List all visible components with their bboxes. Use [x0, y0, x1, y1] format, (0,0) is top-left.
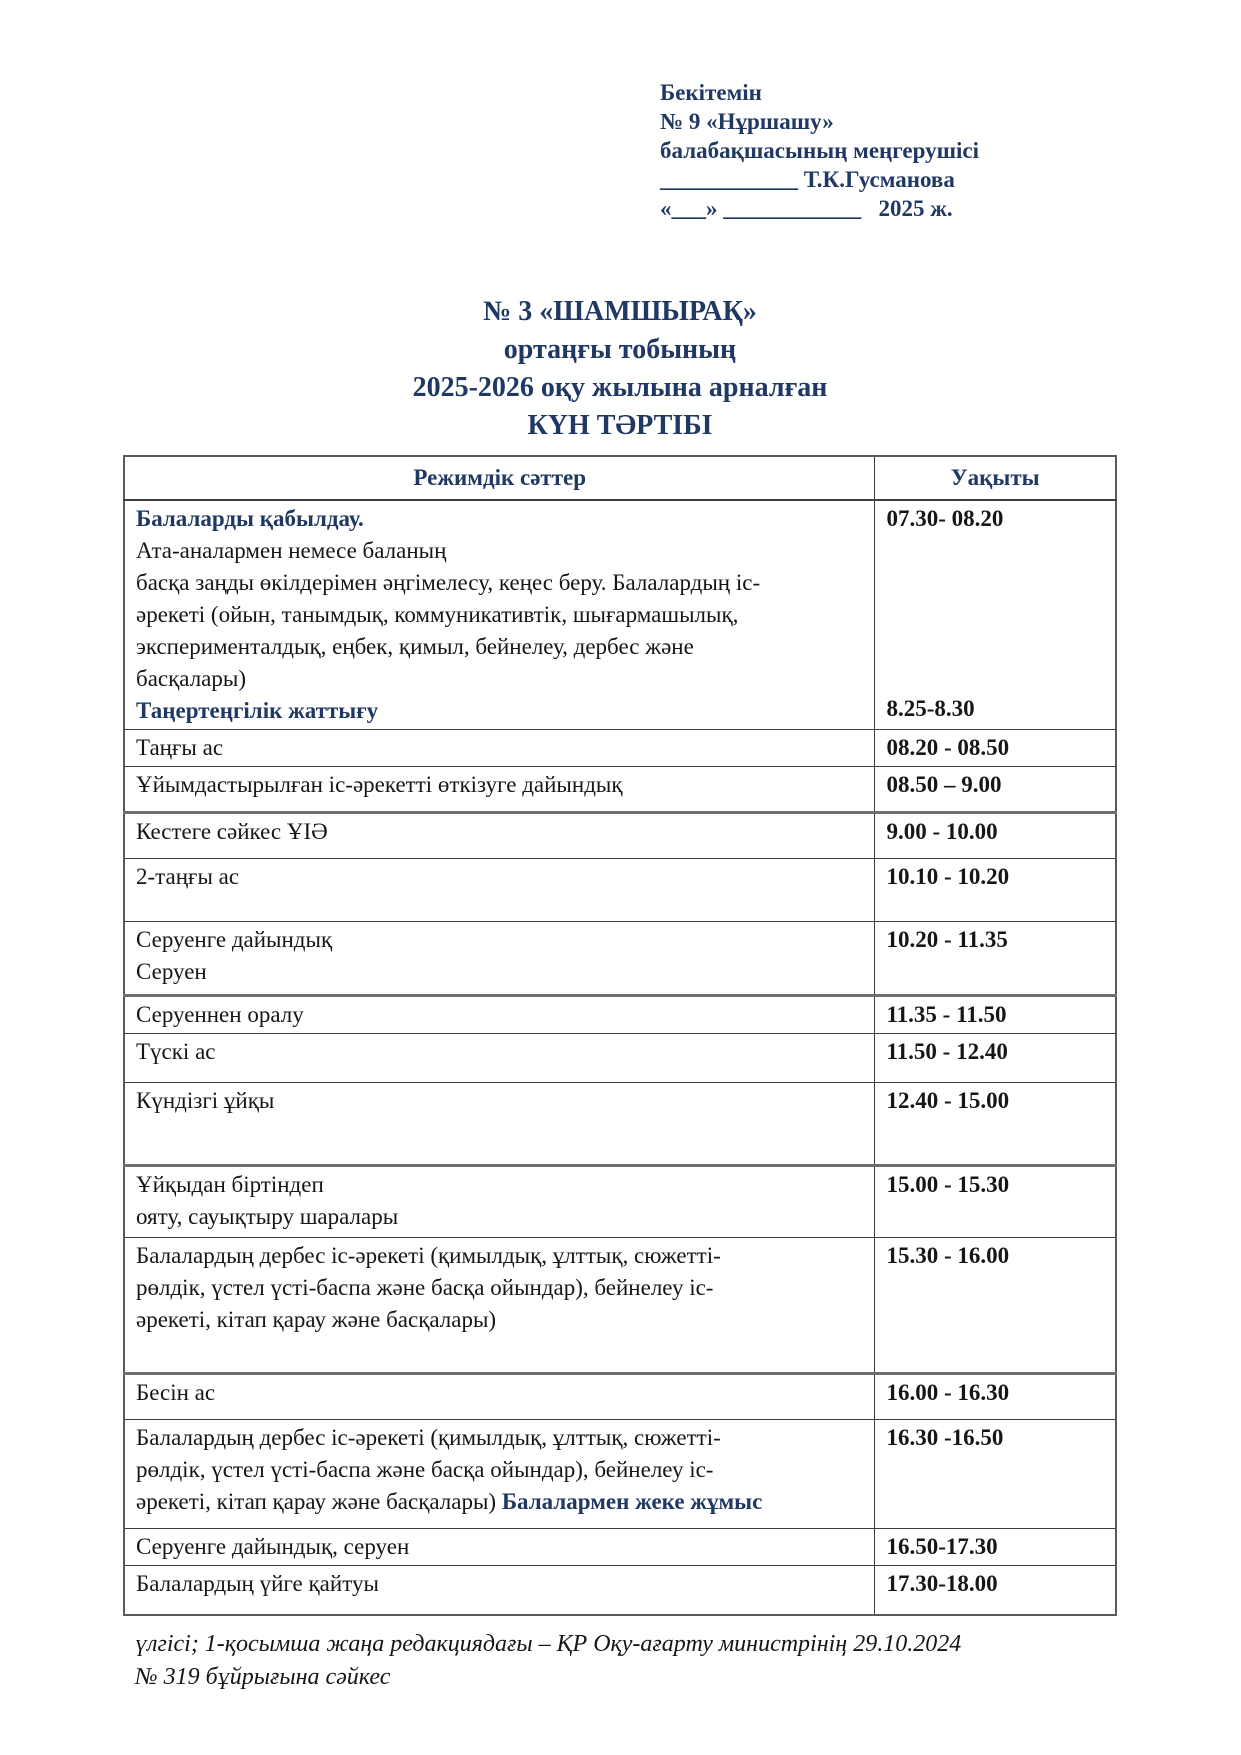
activity-line	[136, 1272, 863, 1304]
activity-text: Ұйымдастырылған іс-әрекетті өткізуге дайындық	[136, 772, 623, 797]
time-cell	[875, 1083, 1116, 1166]
time-cell	[875, 813, 1116, 859]
activity-text: Серуеннен оралу	[136, 1002, 304, 1027]
activity-text: рөлдік, үстел үсті-баспа және басқа ойындар), бейнелеу іс-	[136, 1457, 714, 1482]
footnote	[123, 1628, 1117, 1694]
activity-cell	[124, 1374, 875, 1420]
table-row	[124, 500, 1116, 730]
approval-line: балабақшасының меңгерушісі	[660, 138, 980, 163]
activity-text: Ұйқыдан біртіндеп	[136, 1172, 324, 1197]
footnote-line: № 319 бұйрығына сәйкес	[135, 1664, 391, 1690]
schedule-table	[123, 455, 1117, 1616]
activity-text: эксперименталдық, еңбек, қимыл, бейнелеу, дербес және	[136, 634, 694, 659]
time-value: 07.30- 08.20	[886, 506, 1004, 531]
activity-line	[136, 535, 863, 567]
activity-text: басқалары)	[136, 666, 247, 691]
activity-text: Кестеге сәйкес ҰІӘ	[136, 819, 328, 844]
activity-line	[136, 1568, 863, 1600]
time-cell	[875, 1034, 1116, 1083]
approval-line-date: «___» ____________ 2025 ж.	[660, 196, 953, 221]
title-group-number: № 3 «ШАМШЫРАҚ»	[483, 296, 757, 327]
activity-cell	[124, 1566, 875, 1616]
activity-text-bold: Балалармен жеке жұмыс	[501, 1489, 763, 1514]
time-cell	[875, 1420, 1116, 1529]
table-row	[124, 1566, 1116, 1616]
activity-cell	[124, 1034, 875, 1083]
time-cell	[875, 859, 1116, 922]
table-header-row	[124, 456, 1116, 500]
activity-text: Бесін ас	[136, 1380, 216, 1405]
time-cell	[875, 1166, 1116, 1238]
activity-text: Ата-аналармен немесе баланың	[136, 538, 447, 563]
time-cell	[875, 922, 1116, 996]
activity-line	[136, 999, 863, 1031]
activity-text: Серуен	[136, 959, 207, 984]
activity-cell	[124, 1420, 875, 1529]
activity-line	[136, 1169, 863, 1201]
column-header-regime-moments: Режимдік сәттер	[124, 456, 875, 500]
time-cell	[875, 1529, 1116, 1566]
approval-line: № 9 «Нұршашу»	[660, 109, 834, 134]
activity-line	[136, 631, 863, 663]
time-value: 17.30-18.00	[886, 1571, 998, 1596]
approval-line-signature: ____________ Т.К.Гусманова	[660, 167, 955, 192]
activity-text: басқа заңды өкілдерімен әңгімелесу, кеңес беру. Балалардың іс-	[136, 570, 761, 595]
activity-cell	[124, 813, 875, 859]
activity-line	[136, 1085, 863, 1117]
activity-cell	[124, 1166, 875, 1238]
activity-line	[136, 924, 863, 956]
table-row	[124, 1374, 1116, 1420]
activity-line	[136, 956, 863, 988]
activity-line	[136, 861, 863, 893]
activity-text: Серуенге дайындық	[136, 927, 333, 952]
time-value-secondary: 8.25-8.30	[886, 696, 975, 721]
title-school-year: 2025-2026 оқу жылына арналған	[412, 372, 828, 403]
activity-cell	[124, 1238, 875, 1374]
time-cell	[875, 1374, 1116, 1420]
activity-text: Балалардың дербес іс-әрекеті (қимылдық, ұлттық, сюжетті-	[136, 1425, 721, 1450]
activity-text: Таңғы ас	[136, 735, 224, 760]
activity-line	[136, 1531, 863, 1563]
document-title	[123, 293, 1117, 445]
schedule-body	[124, 500, 1116, 1615]
time-value: 10.10 - 10.20	[886, 864, 1010, 889]
approval-line: Бекітемін	[660, 80, 762, 105]
activity-line	[136, 695, 863, 727]
table-row	[124, 1166, 1116, 1238]
table-row	[124, 730, 1116, 767]
title-group-name: ортаңғы тобының	[503, 334, 737, 365]
table-row	[124, 767, 1116, 813]
activity-line	[136, 1201, 863, 1233]
activity-line	[136, 1486, 863, 1518]
activity-line	[136, 1454, 863, 1486]
activity-line	[136, 1240, 863, 1272]
activity-text: ояту, сауықтыру шаралары	[136, 1204, 399, 1229]
time-value: 11.35 - 11.50	[886, 1002, 1007, 1027]
time-cell	[875, 730, 1116, 767]
table-row	[124, 1529, 1116, 1566]
table-row	[124, 1420, 1116, 1529]
time-value: 10.20 - 11.35	[886, 927, 1008, 952]
activity-cell	[124, 922, 875, 996]
time-value: 16.30 -16.50	[886, 1425, 1004, 1450]
activity-text: рөлдік, үстел үсті-баспа және басқа ойындар), бейнелеу іс-	[136, 1275, 714, 1300]
time-value: 12.40 - 15.00	[886, 1088, 1010, 1113]
time-value: 08.20 - 08.50	[886, 735, 1010, 760]
activity-line	[136, 1304, 863, 1336]
table-row	[124, 859, 1116, 922]
table-row	[124, 1238, 1116, 1374]
activity-line	[136, 599, 863, 631]
activity-line	[136, 503, 863, 535]
approval-block	[660, 78, 1117, 223]
activity-text: Түскі ас	[136, 1039, 216, 1064]
time-value: 15.30 - 16.00	[886, 1243, 1010, 1268]
activity-line	[136, 567, 863, 599]
activity-cell	[124, 996, 875, 1034]
activity-cell	[124, 730, 875, 767]
activity-text: Балалардың дербес іс-әрекеті (қимылдық, ұлттық, сюжетті-	[136, 1243, 721, 1268]
table-row	[124, 1034, 1116, 1083]
activity-text: әрекеті (ойын, танымдық, коммуникативтік, шығармашылық,	[136, 602, 739, 627]
time-value: 15.00 - 15.30	[886, 1172, 1010, 1197]
time-value: 16.50-17.30	[886, 1534, 998, 1559]
time-cell	[875, 767, 1116, 813]
activity-text-bold: Таңертеңгілік жаттығу	[136, 698, 379, 723]
time-value: 16.00 - 16.30	[886, 1380, 1010, 1405]
activity-cell	[124, 1083, 875, 1166]
activity-line	[136, 732, 863, 764]
activity-text: 2-таңғы ас	[136, 864, 240, 889]
activity-cell	[124, 500, 875, 730]
activity-text: әрекеті, кітап қарау және басқалары)	[136, 1307, 497, 1332]
activity-text: Балалардың үйге қайтуы	[136, 1571, 379, 1596]
activity-line	[136, 1422, 863, 1454]
table-row	[124, 922, 1116, 996]
activity-line	[136, 663, 863, 695]
time-cell	[875, 500, 1116, 730]
activity-line	[136, 1377, 863, 1409]
activity-text: әрекеті, кітап қарау және басқалары)	[136, 1489, 502, 1514]
activity-cell	[124, 859, 875, 922]
table-row	[124, 1083, 1116, 1166]
activity-line	[136, 769, 863, 801]
activity-text-bold: Балаларды қабылдау.	[136, 506, 364, 531]
activity-text: Серуенге дайындық, серуен	[136, 1534, 410, 1559]
table-row	[124, 996, 1116, 1034]
time-value: 11.50 - 12.40	[886, 1039, 1008, 1064]
table-row	[124, 813, 1116, 859]
footnote-line: үлгісі; 1-қосымша жаңа редакциядағы – ҚР Оқу-ағарту министрінің 29.10.2024	[135, 1631, 962, 1657]
time-value: 08.50 – 9.00	[886, 772, 1002, 797]
activity-cell	[124, 1529, 875, 1566]
title-daily-routine: КҮН ТӘРТІБІ	[527, 410, 713, 441]
activity-line	[136, 816, 863, 848]
activity-line	[136, 1036, 863, 1068]
column-header-time: Уақыты	[875, 456, 1116, 500]
activity-cell	[124, 767, 875, 813]
time-cell	[875, 1238, 1116, 1374]
time-cell	[875, 1566, 1116, 1616]
activity-text: Күндізгі ұйқы	[136, 1088, 275, 1113]
time-cell	[875, 996, 1116, 1034]
time-value: 9.00 - 10.00	[886, 819, 998, 844]
